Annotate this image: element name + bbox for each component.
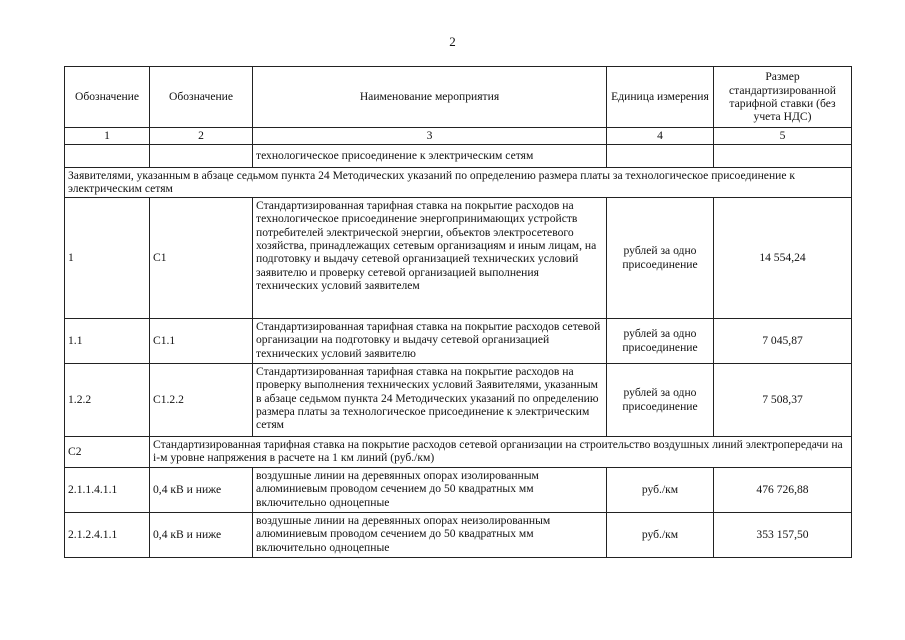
column-number-1: 1 [65,128,150,145]
row-name: Стандартизированная тарифная ставка на покрытие расходов на проверку выполнения технических условий Заявителями, указанным в абзаце седьмом пункта 24 Методических указаний по определению размера платы за технологическое присоединение к электрическим сетям [253,363,607,436]
row-name: воздушные линии на деревянных опорах неизолированным алюминиевым проводом сечением до 50 квадратных мм включительно одноцепные [253,512,607,557]
row-designation: C1 [150,197,253,318]
column-header-1: Обозначение [65,67,150,128]
row-voltage: 0,4 кВ и ниже [150,467,253,512]
column-number-row [65,128,852,145]
row-name: воздушные линии на деревянных опорах изолированным алюминиевым проводом сечением до 50 квадратных мм включительно одноцепные [253,467,607,512]
row-code: 2.1.1.4.1.1 [65,467,150,512]
row-designation: C1.1 [150,318,253,363]
row-name: Стандартизированная тарифная ставка на покрытие расходов на технологическое присоединение энергопринимающих устройств потребителей электрической энергии, объектов электросетевого хозяйства, принадлежащих сетевым организациям и иным лицам, на подготовку и выдачу сетевой организацией технических условий заявителю и проверку сетевой организацией выполнения технических условий заявителем [253,197,607,318]
empty-cell [65,145,150,168]
row-code: 1.2.2 [65,363,150,436]
c2-code: C2 [65,436,150,467]
table-row [65,467,852,512]
row-value: 476 726,88 [714,467,852,512]
column-header-3: Наименование мероприятия [253,67,607,128]
column-header-2: Обозначение [150,67,253,128]
row-code: 2.1.2.4.1.1 [65,512,150,557]
page-number: 2 [449,34,456,49]
header-row [65,67,852,128]
continuation-row [65,145,852,168]
row-unit: руб./км [607,467,714,512]
row-value: 7 045,87 [714,318,852,363]
section-heading-row [65,168,852,198]
empty-cell [714,145,852,168]
column-header-4: Единица измерения [607,67,714,128]
table-row [65,197,852,318]
c2-row [65,436,852,467]
column-number-5: 5 [714,128,852,145]
empty-cell [607,145,714,168]
row-value: 7 508,37 [714,363,852,436]
row-unit: рублей за одно присоединение [607,197,714,318]
row-code: 1 [65,197,150,318]
row-unit: руб./км [607,512,714,557]
row-code: 1.1 [65,318,150,363]
section-heading: Заявителями, указанным в абзаце седьмом пункта 24 Методических указаний по определению размера платы за технологическое присоединение к электрическим сетям [65,168,852,198]
row-value: 353 157,50 [714,512,852,557]
row-unit: рублей за одно присоединение [607,318,714,363]
column-number-2: 2 [150,128,253,145]
c2-description: Стандартизированная тарифная ставка на покрытие расходов сетевой организации на строительство воздушных линий электропередачи на i-м уровне напряжения в расчете на 1 км линий (руб./км) [150,436,852,467]
row-unit: рублей за одно присоединение [607,363,714,436]
row-voltage: 0,4 кВ и ниже [150,512,253,557]
table-row [65,512,852,557]
column-number-4: 4 [607,128,714,145]
column-header-5: Размер стандартизированной тарифной ставки (без учета НДС) [714,67,852,128]
row-name: Стандартизированная тарифная ставка на покрытие расходов сетевой организации на подготовку и выдачу сетевой организацией технических условий заявителю [253,318,607,363]
continuation-text: технологическое присоединение к электрическим сетям [253,145,607,168]
table-row [65,363,852,436]
empty-cell [150,145,253,168]
table-row [65,318,852,363]
row-designation: C1.2.2 [150,363,253,436]
row-value: 14 554,24 [714,197,852,318]
tariff-table [64,66,852,558]
column-number-3: 3 [253,128,607,145]
